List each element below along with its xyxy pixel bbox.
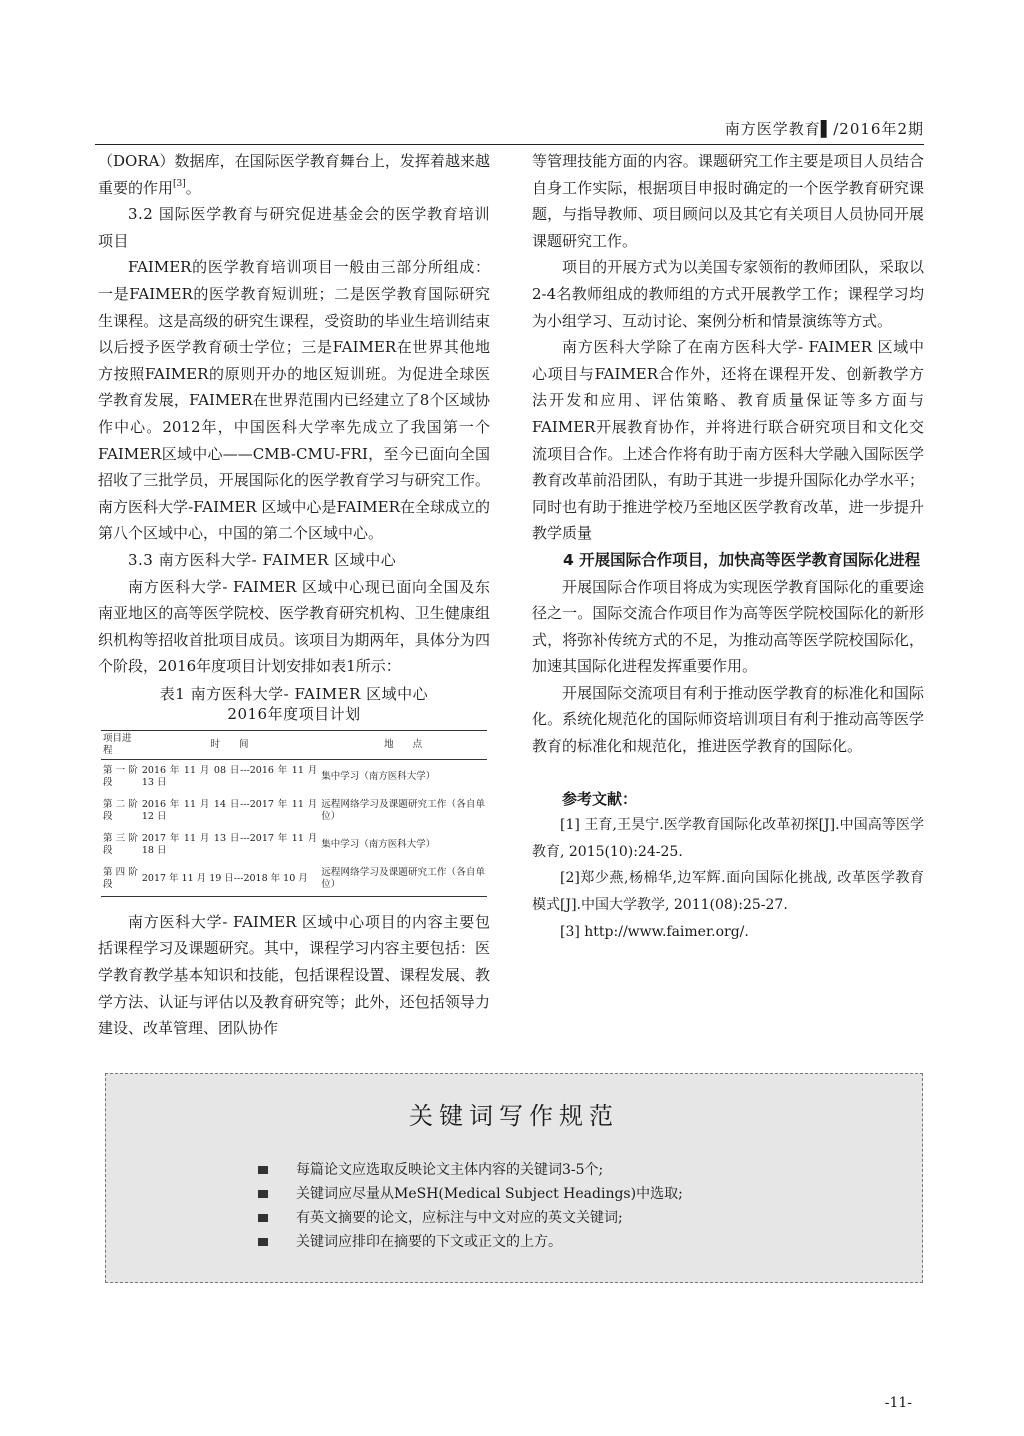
references-heading: 参考文献： — [562, 789, 638, 808]
table-row — [101, 862, 487, 897]
paragraph: 南方医科大学- FAIMER 区域中心项目的内容主要包括课程学习及课题研究。其中，课程学习内容主要包括：医学教育教学基本知识和技能，包括课程设置、课程发展、教学方法、认证与评估以及教育研究等；此外，还包括领导力建设、改革管理、团队协作 — [98, 912, 490, 1038]
section-heading-3-3: 3.3 南方医科大学- FAIMER 区域中心 — [128, 550, 397, 569]
table-cell: 第一阶段 — [103, 764, 138, 788]
page-number: -11- — [884, 1395, 912, 1411]
paragraph: FAIMER的医学教育培训项目一般由三部分所组成：一是FAIMER的医学教育短训班；二是医学教育国际研究生课程。这是高级的研究生课程，受资助的毕业生培训结束以后授予医学教育硕士学位；三是FAIMER在世界其他地方按照FAIMER的原则开办的地区短训班。为促进全球医学教育发展，FAIMER在世界范围内已经建立了8个区域协作中心。2012年，中国医科大学率先成立了我国第一个FAIMER区域中心——CMB-CMU-FRI，至今已面向全国招收了三批学员，开展国际化的医学教育学习与研究工作。南方医科大学-FAIMER 区域中心是FAIMER在全球成立的第八个区域中心，中国的第二个区域中心。 — [98, 258, 490, 543]
section-heading-4: 4 开展国际合作项目，加快高等医学教育国际化进程 — [563, 550, 921, 569]
table-caption-line: 表1 南方医科大学- FAIMER 区域中心 — [159, 684, 429, 703]
table-header: 地 点 — [319, 730, 487, 759]
list-item-text: 每篇论文应选取反映论文主体内容的关键词3-5个; — [296, 1162, 604, 1178]
journal-issue: 南方医学教育▌/2016年2期 — [724, 120, 924, 138]
paragraph — [98, 148, 490, 201]
list-item-text: 有英文摘要的论文，应标注与中文对应的英文关键词; — [296, 1210, 623, 1226]
list-item — [256, 1158, 683, 1182]
paragraph: 项目的开展方式为以美国专家领衔的教师团队，采取以2-4名教师组成的教师组的方式开展教学工作；课程学习均为小组学习、互动讨论、案例分析和情景演练等方式。 — [532, 258, 924, 330]
paragraph-text: 。 — [185, 178, 201, 197]
table-cell: 集中学习（南方医科大学） — [321, 838, 436, 850]
keyword-guidelines-box — [105, 1073, 923, 1283]
table-cell: 第三阶段 — [103, 832, 138, 856]
table-cell: 第四阶段 — [101, 862, 140, 897]
table-caption — [98, 684, 490, 724]
square-bullet-icon — [258, 1166, 268, 1174]
schedule-table — [101, 730, 487, 897]
table-row — [101, 828, 487, 862]
paragraph: 南方医科大学- FAIMER 区域中心现已面向全国及东南亚地区的高等医学院校、医学教育研究机构、卫生健康组织机构等招收首批项目成员。该项目为期两年，具体分为四个阶段，2016年度项目计划安排如表1所示： — [98, 577, 490, 676]
left-column — [98, 148, 490, 1042]
citation-marker: [3] — [173, 178, 186, 189]
table-cell: 2016 年 11 月 08 日---2016 年 11 月 13 日 — [141, 764, 318, 788]
table-header-row — [101, 730, 487, 759]
table-cell: 远程网络学习及课题研究工作（各自单位） — [321, 798, 485, 822]
running-header — [95, 118, 924, 145]
table-header: 时 间 — [140, 730, 319, 759]
table-cell: 第二阶段 — [103, 798, 138, 822]
paragraph: 开展国际交流项目有利于推动医学教育的标准化和国际化。系统化规范化的国际师资培训项目有利于推动高等医学教育的标准化和规范化，推进医学教育的国际化。 — [532, 683, 924, 756]
guideline-list — [256, 1158, 683, 1254]
table-cell: 远程网络学习及课题研究工作（各自单位） — [319, 862, 487, 897]
square-bullet-icon — [258, 1190, 268, 1198]
section-heading-3-2: 3.2 国际医学教育与研究促进基金会的医学教育培训项目 — [98, 205, 490, 250]
paragraph-text: （DORA）数据库，在国际医学教育舞台上，发挥着越来越重要的作用 — [98, 152, 490, 197]
square-bullet-icon — [258, 1238, 268, 1246]
square-bullet-icon — [258, 1214, 268, 1222]
reference-item: [2]郑少燕,杨棉华,边军辉.面向国际化挑战, 改革医学教育模式[J].中国大学教学, 2011(08):25-27. — [532, 870, 924, 914]
table-row — [101, 759, 487, 794]
list-item — [256, 1182, 683, 1206]
paragraph: 开展国际合作项目将成为实现医学教育国际化的重要途径之一。国际交流合作项目作为高等医学院校国际化的新形式，将弥补传统方式的不足，为推动高等医学院校国际化，加速其国际化进程发挥重要作用。 — [532, 577, 924, 676]
paragraph: 等管理技能方面的内容。课题研究工作主要是项目人员结合自身工作实际，根据项目申报时确定的一个医学教育研究课题，与指导教师、项目顾问以及其它有关项目人员协同开展课题研究工作。 — [532, 152, 924, 250]
right-column — [532, 148, 924, 945]
list-item — [256, 1230, 683, 1254]
reference-item: [3] http://www.faimer.org/. — [560, 923, 749, 940]
table-caption-line: 2016年度项目计划 — [227, 704, 361, 723]
box-title: 关键词写作规范 — [409, 1102, 619, 1130]
list-item — [256, 1206, 683, 1230]
list-item-text: 关键词应排印在摘要的下文或正文的上方。 — [296, 1234, 562, 1250]
table-cell: 集中学习（南方医科大学） — [321, 770, 436, 782]
table-header: 项目进程 — [101, 730, 140, 759]
table-cell: 2017 年 11 月 13 日---2017 年 11 月 18 日 — [141, 832, 318, 856]
table-cell: 2017 年 11 月 19 日---2018 年 10 月 — [140, 862, 319, 897]
reference-item: [1] 王育,王昊宁.医学教育国际化改革初探[J].中国高等医学教育, 2015(10):24-25. — [532, 817, 924, 860]
table-row — [101, 794, 487, 828]
table-cell: 2016 年 11 月 14 日---2017 年 11 月 12 日 — [141, 798, 318, 822]
paragraph: 南方医科大学除了在南方医科大学- FAIMER 区域中心项目与FAIMER合作外，还将在课程开发、创新教学方法开发和应用、评估策略、教育质量保证等多方面与FAIMER开展教育协作，并将进行联合研究项目和文化交流项目合作。上述合作将有助于南方医科大学融入国际医学教育改革前沿团队，有助于其进一步提升国际化办学水平；同时也有助于推进学校乃至地区医学教育改革，进一步提升教学质量 — [532, 338, 924, 543]
list-item-text: 关键词应尽量从MeSH(Medical Subject Headings)中选取; — [296, 1186, 683, 1202]
